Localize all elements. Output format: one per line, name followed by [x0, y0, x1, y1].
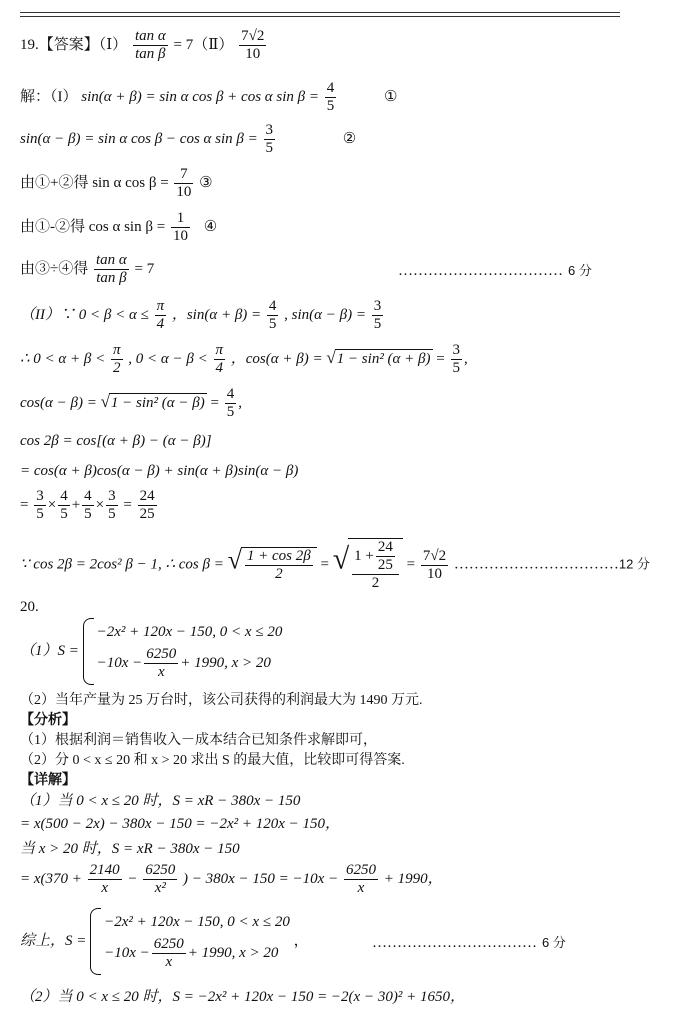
line-12	[20, 538, 670, 592]
detail-2: = x(500 − 2x) − 380x − 150 = −2x² + 120x − 150，	[20, 816, 341, 832]
times-1: ×	[47, 496, 57, 513]
tan-ratio: $\frac{\text{tan α}}{\text{tan β}}$	[134, 28, 166, 62]
analysis-2: （2）分 0 < x ≤ 20 和 x > 20 求出 S 的最大值，比较即可得答案.	[20, 753, 405, 768]
line-10	[20, 462, 298, 480]
detail-6: （2）当 0 < x ≤ 20 时，S = −2x² + 120x − 150 = −2(x − 30)² + 1650，	[20, 989, 465, 1005]
sqrt-1: 1 − sin² (α + β)	[336, 350, 431, 367]
line-11	[20, 488, 159, 523]
f11-1: $\frac{3}{5}$	[36, 488, 44, 522]
case-1b: −2x² + 120x − 150, 0 < x ≤ 20	[104, 914, 290, 930]
analysis-1: （1）根据利润＝销售收入－成本结合已知条件求解即可，	[20, 733, 377, 748]
plus-1: +	[71, 496, 81, 513]
score-6: 6 分	[568, 263, 592, 278]
times-2: ×	[95, 496, 105, 513]
q19-title: 19.【答案】（Ⅰ）	[20, 36, 128, 53]
line-1	[20, 80, 397, 115]
l4: 由①-②得 cos α sin β =	[20, 218, 166, 235]
case2-frac: $\frac{6250}{x}$	[146, 646, 177, 680]
l5-rhs: = 7	[134, 260, 155, 277]
detail-1: （1）当 0 < x ≤ 20 时，S = xR − 380x − 150	[20, 793, 301, 809]
line-8	[20, 386, 242, 421]
q20-p2: （2）当年产量为 25 万台时，该公司获得的利润最大为 1490 万元.	[20, 693, 423, 708]
frac-3-5-c: $\frac{3}{5}$	[452, 342, 460, 376]
score-12: 12 分	[618, 556, 650, 572]
sqrt-2: 1 − sin² (α − β)	[110, 394, 205, 411]
l1-prefix: 解：（I）	[20, 88, 78, 105]
sqrt-4	[348, 538, 403, 592]
line-4	[20, 210, 217, 245]
dots-12: ……………………………	[453, 556, 619, 573]
l7-eq: =	[436, 350, 445, 367]
f11-4: $\frac{3}{5}$	[108, 488, 116, 522]
frac-4-5: $\frac{4}{5}$	[326, 80, 335, 114]
summary	[20, 908, 660, 975]
nested-frac: 1 + $\frac{24}{25}$ 2	[352, 539, 399, 592]
tan-ratio-2: $\frac{\text{tan α}}{\text{tan β}}$	[95, 252, 127, 286]
case2b-frac: $\frac{6250}{x}$	[153, 936, 184, 970]
line-5	[20, 252, 640, 287]
l5: 由③÷④得	[20, 260, 89, 277]
l3: 由①+②得 sin α cos β =	[20, 174, 169, 191]
circle-3: ③	[199, 174, 213, 191]
frac-24-25: $\frac{24}{25}$	[139, 488, 155, 522]
d4-f3: $\frac{6250}{x}$	[345, 862, 376, 896]
score-6b: 6 分	[542, 935, 566, 950]
line-2	[20, 122, 356, 157]
l8-eq: =	[210, 394, 219, 411]
p2-mid2: , sin(α − β) =	[284, 306, 367, 323]
pi-over-4-b: $\frac{\pi}{4}$	[215, 342, 224, 376]
frac-4-5-c: $\frac{4}{5}$	[226, 386, 235, 420]
sqrt-sign-4: √	[332, 542, 350, 576]
pi-over-2: $\frac{\pi}{2}$	[113, 342, 121, 376]
line-9	[20, 432, 212, 450]
l12a: ∵ cos 2β = 2cos² β − 1, ∴ cos β =	[20, 556, 224, 573]
l11-eq: =	[20, 496, 29, 513]
case-2: −10x − $\frac{6250}{x}$ + 1990, x > 20	[96, 646, 271, 680]
summary-comma: ，	[293, 932, 309, 949]
f11-3: $\frac{4}{5}$	[84, 488, 92, 522]
l12-eq: =	[320, 556, 329, 573]
case-1: −2x² + 120x − 150, 0 < x ≤ 20	[96, 624, 283, 640]
pi-over-4: $\frac{\pi}{4}$	[156, 298, 165, 332]
circle-1: ①	[384, 88, 398, 105]
a1-rhs: = 7（Ⅱ）	[173, 36, 234, 53]
line-3	[20, 166, 213, 201]
top-rule-1	[20, 12, 620, 13]
dots-6b: ……………………………	[372, 935, 537, 951]
l7a: ∴ 0 < α + β <	[20, 350, 106, 367]
inner-num: 1 +	[354, 547, 374, 564]
summary-prefix: 综上，S =	[20, 932, 87, 949]
d4-f2: $\frac{6250}{\text{x²}}$	[145, 862, 176, 896]
l9: cos 2β = cos[(α + β) − (α − β)]	[20, 433, 212, 449]
q20-p1	[20, 618, 282, 685]
l7c: ，cos(α + β) =	[230, 350, 323, 367]
detail-4: = x(370 + $\frac{2140}{x}$ − $\frac{6250}{\text{x²}}$ ) − 380x − 150 = −10x − $\frac{6250}{x}$ + 1990，	[20, 862, 443, 896]
circle-2: ②	[342, 130, 357, 147]
sqrt-sign-2: √	[100, 391, 110, 411]
frac-3-5-b: $\frac{3}{5}$	[373, 298, 382, 332]
line-6	[20, 298, 385, 333]
l1: sin(α + β) = sin α cos β + cos α sin β =	[81, 88, 320, 105]
top-rule-2	[20, 16, 620, 17]
detail-3: 当 x > 20 时，S = xR − 380x − 150	[20, 841, 240, 857]
detail-title: 【详解】	[20, 773, 76, 788]
piecewise-1	[83, 618, 283, 685]
a2-frac: $\frac{7√2}{10}$	[241, 28, 265, 62]
case-2b: −10x − $\frac{6250}{x}$ + 1990, x > 20	[104, 936, 279, 970]
l7b: , 0 < α − β <	[128, 350, 208, 367]
f11-2: $\frac{4}{5}$	[60, 488, 68, 522]
p1-prefix: （1）S =	[20, 642, 79, 659]
analysis-title: 【分析】	[20, 713, 76, 728]
l2: sin(α − β) = sin α cos β − cos α sin β =	[20, 130, 258, 147]
frac-7-10: $\frac{7}{10}$	[176, 166, 192, 200]
sqrt-sign: √	[326, 347, 336, 367]
frac-3-5: $\frac{3}{5}$	[265, 122, 274, 156]
inner-24-25: $\frac{24}{25}$	[377, 539, 393, 573]
frac-1-10: $\frac{1}{10}$	[172, 210, 188, 244]
piecewise-2	[90, 908, 290, 975]
frac-7sqrt2-10: $\frac{7√2}{10}$	[422, 547, 447, 582]
sqrt-sign-3: √	[227, 545, 242, 575]
sqrt-3	[241, 547, 317, 583]
dots-6: ……………………………	[398, 263, 563, 279]
frac-4-5-b: $\frac{4}{5}$	[268, 298, 277, 332]
l7-comma: ,	[464, 350, 468, 367]
q20-title: 20.	[20, 599, 39, 615]
l11-eq-2: =	[123, 496, 132, 513]
circle-4: ④	[203, 218, 218, 235]
l8-comma: ,	[238, 394, 242, 411]
line-7	[20, 342, 468, 377]
p2-mid: ，sin(α + β) =	[171, 306, 262, 323]
l10: = cos(α + β)cos(α − β) + sin(α + β)sin(α − β)	[20, 463, 299, 479]
cos-frac: $\frac{1 + \cos 2\beta}{2}$	[246, 548, 311, 582]
p2-prefix: （II）∵ 0 < β < α ≤	[20, 306, 149, 323]
l8: cos(α − β) =	[20, 394, 97, 411]
l12-eq-2: =	[406, 556, 416, 573]
d4-f1: $\frac{2140}{x}$	[89, 862, 120, 896]
q19-answer	[20, 28, 268, 63]
